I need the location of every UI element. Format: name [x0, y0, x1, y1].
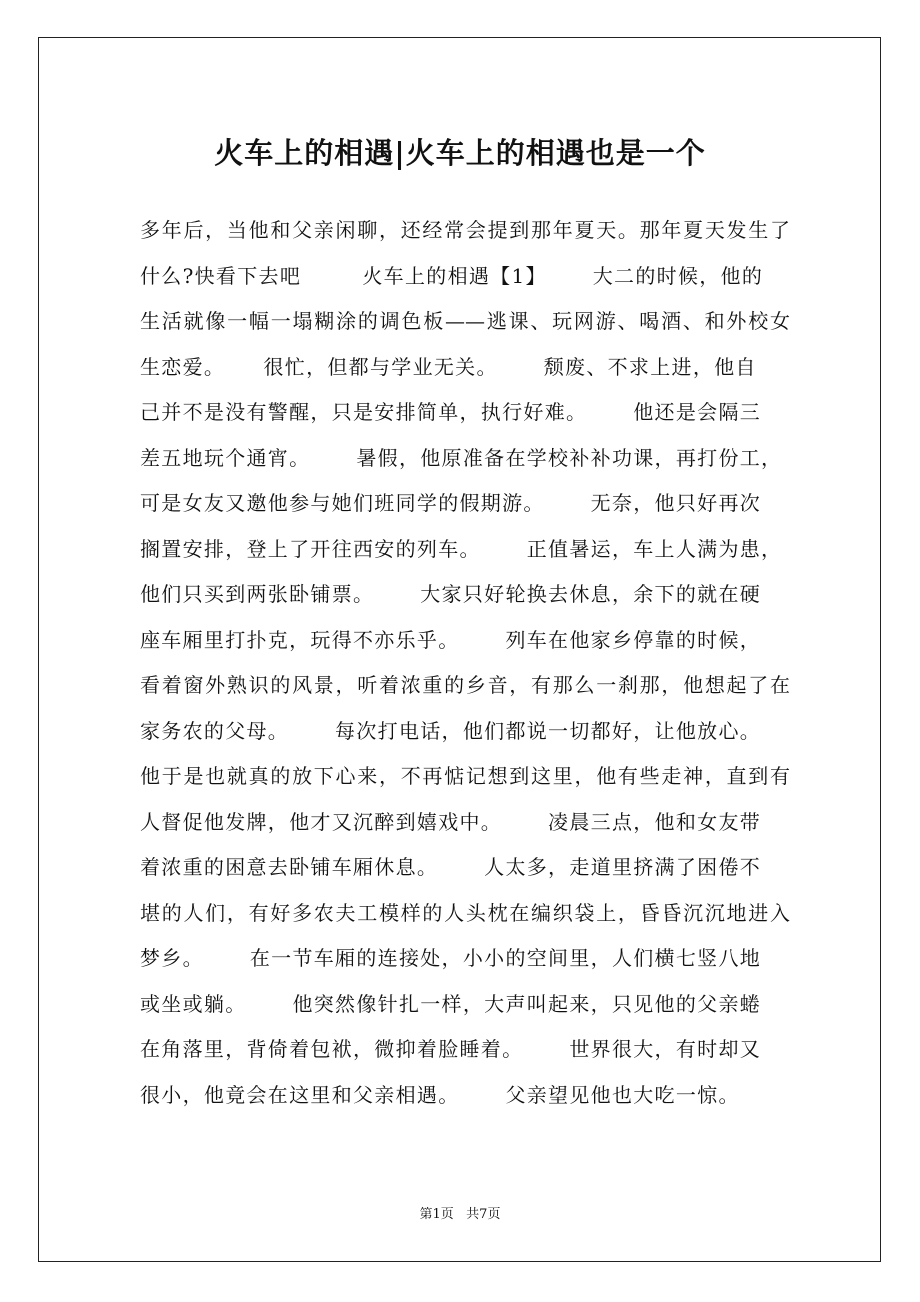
- text-line: 什么?快看下去吧 火车上的相遇【1】 大二的时候，他的: [140, 263, 764, 288]
- text-line: 梦乡。 在一节车厢的连接处，小小的空间里，人们横七竖八地: [140, 946, 762, 970]
- text-line: 家务农的父母。 每次打电话，他们都说一切都好，让他放心。: [140, 718, 762, 743]
- text-line: 差五地玩个通宵。 暑假，他原准备在学校补补功课，再打份工，: [140, 445, 783, 470]
- text-line: 己并不是没有警醒，只是安排简单，执行好难。 他还是会隔三: [140, 400, 762, 424]
- text-line: 在角落里，背倚着包袱，微抑着脸睡着。 世界很大，有时却又: [140, 1037, 762, 1061]
- text-line: 着浓重的困意去卧铺车厢休息。 人太多，走道里挤满了困倦不: [140, 855, 762, 879]
- text-line: 他于是也就真的放下心来，不再惦记想到这里，他有些走神，直到有: [140, 764, 790, 788]
- text-line: 看着窗外熟识的风景，听着浓重的乡音，有那么一刹那，他想起了在: [140, 673, 790, 697]
- text-line: 人督促他发牌，他才又沉醉到嬉戏中。 凌晨三点，他和女友带: [140, 809, 762, 834]
- document-title: 火车上的相遇|火车上的相遇也是一个: [214, 136, 706, 170]
- text-line: 很小，他竟会在这里和父亲相遇。 父亲望见他也大吃一惊。: [140, 1082, 740, 1107]
- text-line: 座车厢里打扑克，玩得不亦乐乎。 列车在他家乡停靠的时候，: [140, 627, 762, 652]
- text-line: 多年后，当他和父亲闲聊，还经常会提到那年夏天。那年夏天发生了: [140, 218, 790, 242]
- body-paragraph: [140, 208, 790, 1118]
- text-line: 搁置安排，登上了开往西安的列车。 正值暑运，车上人满为患，: [140, 536, 783, 561]
- text-line: 生活就像一幅一塌糊涂的调色板——逃课、玩网游、喝酒、和外校女: [140, 309, 790, 333]
- text-line: 他们只买到两张卧铺票。 大家只好轮换去休息，余下的就在硬: [140, 582, 762, 606]
- page-number: 第1页 共7页: [419, 1207, 501, 1222]
- text-line: 可是女友又邀他参与她们班同学的假期游。 无奈，他只好再次: [140, 491, 762, 515]
- text-line: 生恋爱。 很忙，但都与学业无关。 颓废、不求上进，他自: [140, 354, 757, 379]
- text-line: 堪的人们，有好多农夫工模样的人头枕在编织袋上，昏昏沉沉地进入: [140, 900, 790, 925]
- text-line: 或坐或躺。 他突然像针扎一样，大声叫起来，只见他的父亲蜷: [140, 991, 762, 1016]
